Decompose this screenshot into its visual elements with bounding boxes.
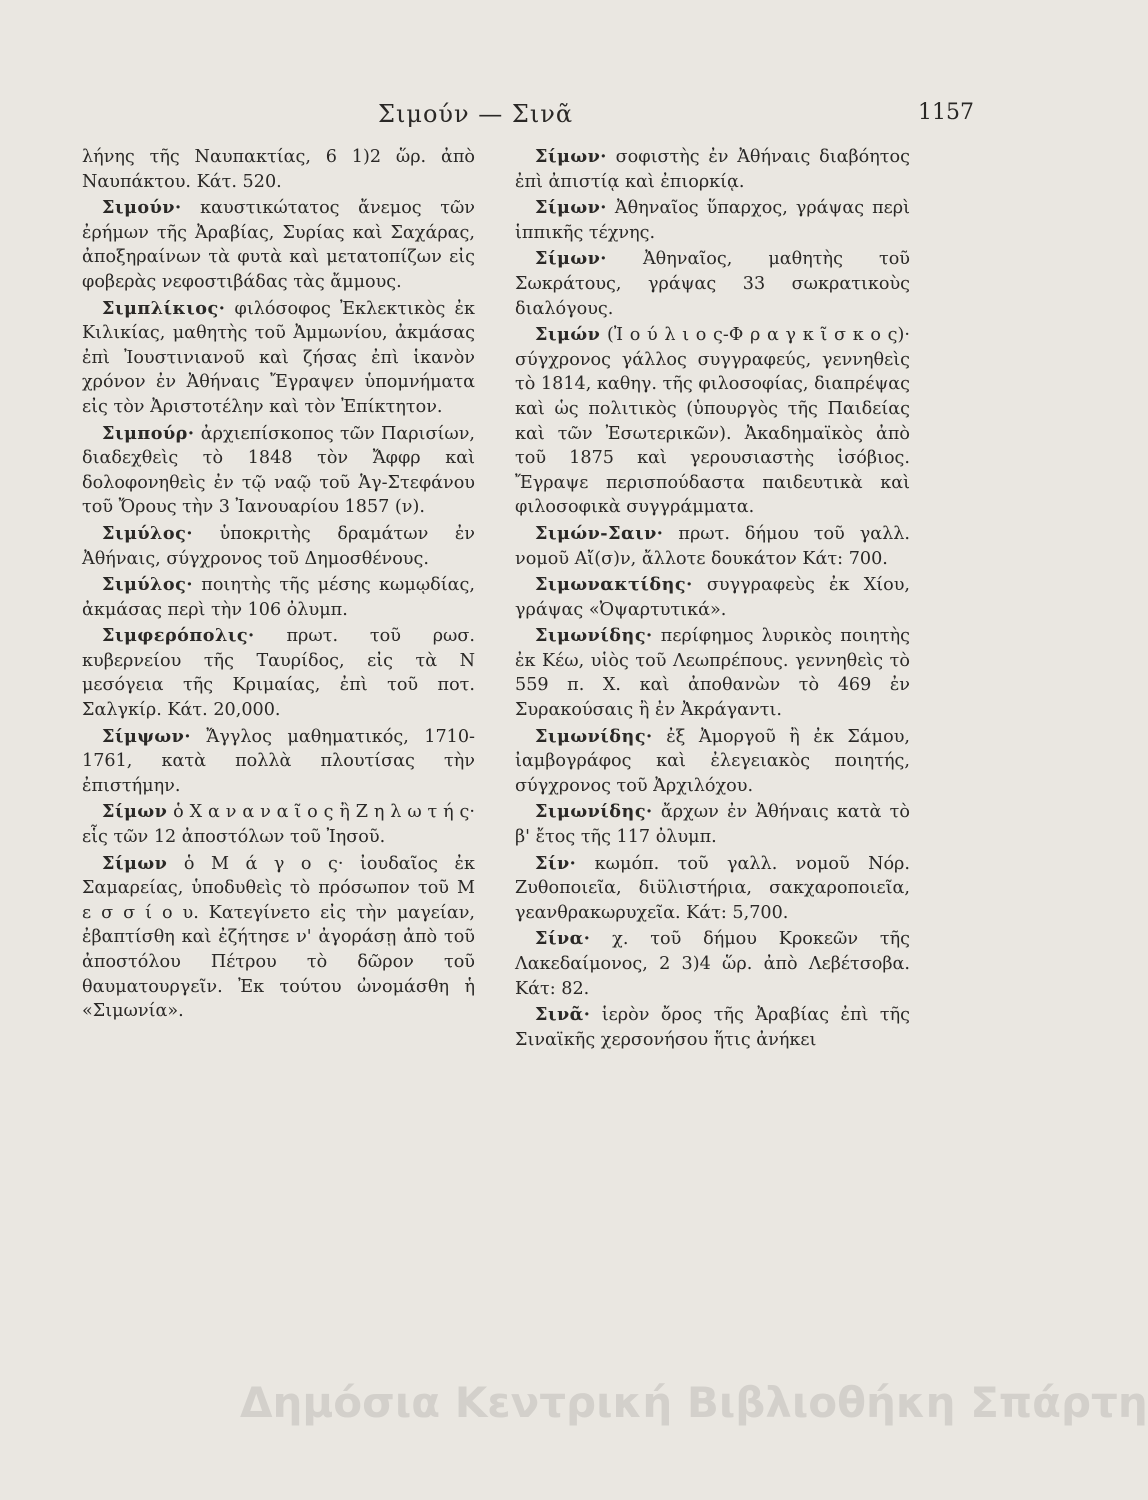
- entry-headword: Σιμφερόπολις·: [102, 625, 255, 647]
- dictionary-entry: [82, 422, 475, 520]
- dictionary-entry: [515, 852, 910, 926]
- entry-headword: Σιμπλίκιος·: [102, 297, 226, 319]
- dictionary-entry: [82, 297, 475, 420]
- entry-headword: Σίμων·: [535, 248, 607, 270]
- entry-text: λήνης τῆς Ναυπακτίας, 6 1)2 ὥρ. ἀπὸ Ναυπάκτου. Κάτ. 520.: [82, 147, 475, 192]
- entry-text: φιλόσοφος Ἐκλεκτικὸς ἐκ Κιλικίας, μαθητὴς τοῦ Ἀμμωνίου, ἀκμάσας ἐπὶ Ἰουστινιανοῦ καὶ ζήσας ἐπὶ ἱκανὸν χρόνον ἐν Ἀθήναις Ἔγραψεν ὑπομνήματα εἰς τὸν Ἀριστοτέλην καὶ τὸν Ἐπίκτητον.: [82, 298, 475, 417]
- dictionary-entry: [515, 196, 910, 245]
- entry-headword: Σίμων: [102, 852, 168, 874]
- entry-text: πρωτ. δήμου τοῦ γαλλ. νομοῦ Αἴ(σ)ν, ἄλλοτε δουκάτον Κάτ: 700.: [515, 523, 910, 569]
- dictionary-entry: [82, 852, 475, 1024]
- library-watermark: Δημόσια Κεντρική Βιβλιοθήκη Σπάρτη: [240, 1378, 1148, 1427]
- entry-text: συγγραφεὺς ἐκ Χίου, γράψας «Ὀψαρτυτικά».: [515, 575, 910, 620]
- entry-headword: Σιμωνακτίδης·: [535, 574, 693, 596]
- entry-headword: Σίμων·: [535, 146, 607, 167]
- dictionary-entry: [82, 522, 475, 571]
- dictionary-entry: [82, 573, 475, 622]
- dictionary-entry: [515, 573, 910, 622]
- entry-headword: Σινᾶ·: [535, 1004, 591, 1026]
- entry-headword: Σιμών-Σαιν·: [535, 522, 664, 544]
- entry-text: ὁ Μ ά γ ο ς· ἰουδαῖος ἐκ Σαμαρείας, ὑποδυθεὶς τὸ πρόσωπον τοῦ Μ ε σ σ ί ο υ. Κατεγίνετο εἰς τὴν μαγείαν, ἐβαπτίσθη καὶ ἐζήτησε ν' ἀγοράσῃ ἀπὸ τοῦ ἀποστόλου Πέτρου τὸ δῶρον τοῦ θαυματουργεῖν. Ἐκ τούτου ὠνομάσθη ἡ «Σιμωνία».: [82, 853, 475, 1022]
- entry-headword: Σιμωνίδης·: [535, 625, 653, 647]
- dictionary-entry: [515, 624, 910, 722]
- entry-text: ἐξ Ἀμοργοῦ ἢ ἐκ Σάμου, ἰαμβογράφος καὶ ἐλεγειακὸς ποιητής, σύγχρονος τοῦ Ἀρχιλόχου.: [515, 726, 910, 796]
- entry-headword: Σίμψων·: [102, 725, 191, 747]
- entry-headword: Σιμούν·: [102, 197, 182, 219]
- entry-text: ὁ Χ α ν α ν α ῖ ο ς ἢ Ζ η λ ω τ ή ς· εἷς τῶν 12 ἀποστόλων τοῦ Ἰησοῦ.: [82, 802, 475, 848]
- dictionary-entry: [515, 800, 910, 849]
- entry-text: Ἀθηναῖος, μαθητὴς τοῦ Σωκράτους, γράψας 33 σωκρατικοὺς διαλόγους.: [515, 249, 910, 319]
- dictionary-entry: [515, 927, 910, 1001]
- dictionary-entry: [515, 522, 910, 571]
- page-header: [80, 100, 980, 140]
- entry-text: κωμόπ. τοῦ γαλλ. νομοῦ Νόρ. Ζυθοποιεῖα, διϋλιστήρια, σακχαροποιεῖα, γεανθρακωρυχεῖα. Κάτ: 5,700.: [515, 853, 910, 923]
- entry-headword: Σιμωνίδης·: [535, 725, 653, 747]
- entry-text: ἀρχιεπίσκοπος τῶν Παρισίων, διαδεχθεὶς τὸ 1848 τὸν Ἄφφρ καὶ δολοφονηθεὶς ἐν τῷ ναῷ τοῦ Ἁγ-Στεφάνου τοῦ Ὄρους τὴν 3 Ἰανουαρίου 1857 (ν).: [82, 423, 475, 518]
- entry-headword: Σιμπούρ·: [102, 422, 195, 444]
- dictionary-entry: [82, 196, 475, 294]
- entry-text: ποιητὴς τῆς μέσης κωμῳδίας, ἀκμάσας περὶ τὴν 106 ὀλυμπ.: [82, 575, 475, 620]
- entry-text: (Ἰ ο ύ λ ι ο ς-Φ ρ α γ κ ῖ σ κ ο ς)· σύγχρονος γάλλος συγγραφεύς, γεννηθεὶς τὸ 1814, καθηγ. τῆς φιλοσοφίας, διαπρέψας καὶ ὡς πολιτικὸς (ὑπουργὸς τῆς Παιδείας καὶ τῶν Ἐσωτερικῶν). Ἀκαδημαϊκὸς ἀπὸ τοῦ 1875 καὶ γερουσιαστὴς ἰσόβιος. Ἔγραψε περισπούδαστα παιδευτικὰ καὶ φιλοσοφικὰ συγγράμματα.: [515, 325, 910, 518]
- entry-text: περίφημος λυρικὸς ποιητὴς ἐκ Κέω, υἱὸς τοῦ Λεωπρέπους. γεννηθεὶς τὸ 559 π. Χ. καὶ ἀποθανὼν τὸ 469 ἐν Συρακούσαις ἢ ἐν Ἀκράγαντι.: [515, 626, 910, 721]
- dictionary-entry: [515, 145, 910, 194]
- entry-text: χ. τοῦ δήμου Κροκεῶν τῆς Λακεδαίμονος, 2 3)4 ὥρ. ἀπὸ Λεβέτσοβα. Κάτ: 82.: [515, 929, 910, 999]
- entry-headword: Σιμών: [535, 324, 601, 346]
- entry-text: ἄρχων ἐν Ἀθήναις κατὰ τὸ β' ἔτος τῆς 117 ὀλυμπ.: [515, 802, 910, 848]
- entry-text: ὑποκριτὴς δραμάτων ἐν Ἀθήναις, σύγχρονος τοῦ Δημοσθένους.: [82, 523, 475, 569]
- right-column: [515, 145, 910, 1054]
- entry-headword: Σίν·: [535, 852, 577, 874]
- page-number: 1157: [918, 100, 974, 125]
- entry-headword: Σιμύλος·: [102, 574, 193, 596]
- entry-text: ἱερὸν ὄρος τῆς Ἀραβίας ἐπὶ τῆς Σιναϊκῆς χερσονήσου ἥτις ἀνήκει: [515, 1005, 910, 1050]
- entry-headword: Σιμωνίδης·: [535, 801, 653, 823]
- entry-headword: Σιμύλος·: [102, 522, 193, 544]
- entry-text: Ἄγγλος μαθηματικός, 1710-1761, κατὰ πολλὰ πλουτίσας τὴν ἐπιστήμην.: [82, 726, 475, 796]
- entry-headword: Σίμων: [102, 801, 168, 823]
- dictionary-entry: [82, 624, 475, 722]
- dictionary-entry: [515, 1003, 910, 1052]
- running-title: Σιμούν — Σινᾶ: [378, 100, 574, 128]
- entry-text: καυστικώτατος ἄνεμος τῶν ἐρήμων τῆς Ἀραβίας, Συρίας καὶ Σαχάρας, ἀποξηραίνων τὰ φυτὰ καὶ μετατοπίζων εἰς φοβερὰς νεφοστιβάδας τὰς ἄμμους.: [82, 198, 475, 292]
- entry-headword: Σίνα·: [535, 928, 591, 950]
- dictionary-entry: [515, 323, 910, 520]
- dictionary-entry: [82, 145, 475, 194]
- dictionary-entry: [515, 725, 910, 799]
- dictionary-entry: [82, 725, 475, 799]
- entry-text: σοφιστὴς ἐν Ἀθήναις διαβόητος ἐπὶ ἀπιστίᾳ καὶ ἐπιορκίᾳ.: [515, 147, 910, 192]
- entry-text: Ἀθηναῖος ὕπαρχος, γράψας περὶ ἱππικῆς τέχνης.: [515, 198, 910, 243]
- entry-headword: Σίμων·: [535, 197, 607, 219]
- dictionary-entry: [82, 800, 475, 849]
- left-column: [82, 145, 475, 1026]
- entry-text: πρωτ. τοῦ ρωσ. κυβερνείου τῆς Ταυρίδος, εἰς τὰ Ν μεσόγεια τῆς Κριμαίας, ἐπὶ τοῦ ποτ. Σαλγκίρ. Κάτ. 20,000.: [82, 626, 475, 721]
- dictionary-entry: [515, 247, 910, 321]
